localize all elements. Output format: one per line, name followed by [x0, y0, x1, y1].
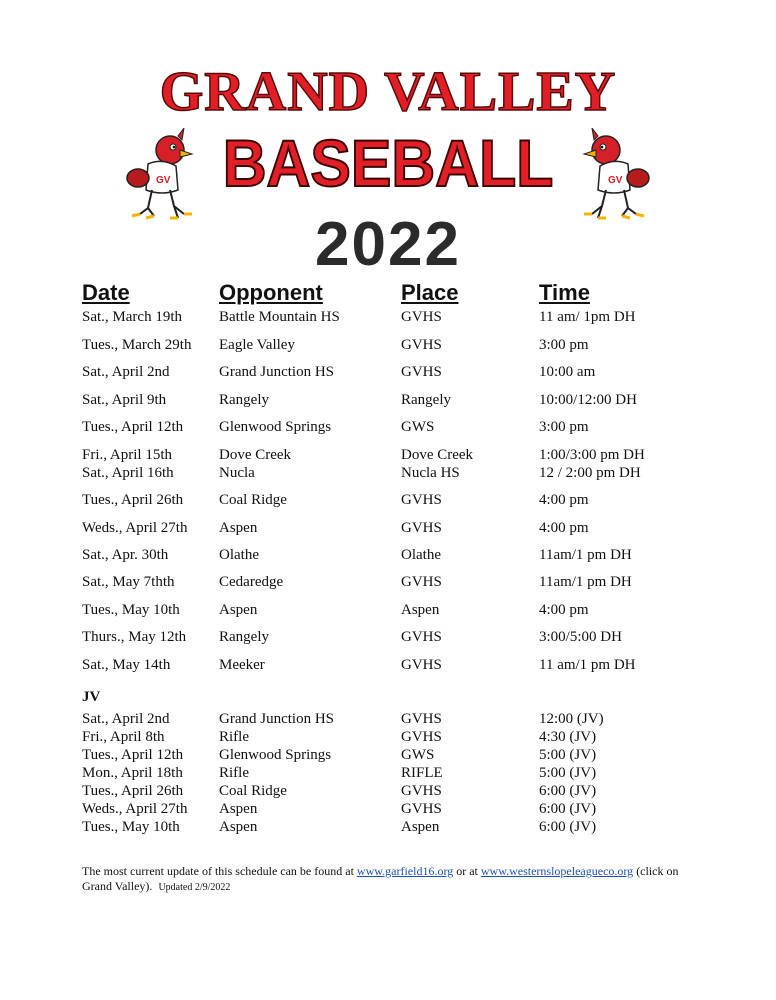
place-cell: GVHS	[401, 337, 442, 353]
date-cell: Tues., May 10th	[82, 819, 180, 835]
place-cell: Olathe	[401, 547, 441, 563]
date-cell: Tues., April 26th	[82, 783, 184, 799]
place-cell: Aspen	[401, 602, 440, 618]
table-row	[0, 491, 776, 511]
opponent-cell: Rifle	[219, 729, 249, 745]
opponent-cell: Grand Junction HS	[219, 711, 334, 727]
opponent-cell: Nucla	[219, 465, 255, 481]
place-cell: GVHS	[401, 364, 442, 380]
date-cell: Tues., May 10th	[82, 602, 180, 618]
time-cell: 6:00 (JV)	[539, 801, 597, 817]
time-cell: 5:00 (JV)	[539, 747, 597, 763]
date-cell: Weds., April 27th	[82, 520, 188, 536]
table-row	[0, 818, 776, 838]
time-cell: 1:00/3:00 pm DH	[539, 447, 645, 463]
updated-date: Updated 2/9/2022	[158, 882, 231, 893]
date-cell: Tues., April 12th	[82, 747, 184, 763]
time-cell: 11 am/ 1pm DH	[539, 309, 636, 325]
date-cell: Sat., March 19th	[82, 309, 182, 325]
opponent-cell: Aspen	[219, 801, 258, 817]
time-cell: 11am/1 pm DH	[539, 574, 632, 590]
table-row	[0, 710, 776, 730]
opponent-cell: Dove Creek	[219, 447, 292, 463]
cardinal-mascot-icon	[118, 128, 198, 220]
table-row	[0, 800, 776, 820]
table-row	[0, 746, 776, 766]
time-cell: 12:00 (JV)	[539, 711, 604, 727]
table-row	[0, 628, 776, 648]
table-row	[0, 601, 776, 621]
date-cell: Sat., April 16th	[82, 465, 174, 481]
header-opponent: Opponent	[219, 280, 323, 305]
opponent-cell: Meeker	[219, 657, 265, 673]
time-cell: 4:00 pm	[539, 492, 589, 508]
opponent-cell: Rangely	[219, 392, 269, 408]
place-cell: GVHS	[401, 574, 442, 590]
cardinal-mascot-icon	[578, 128, 658, 220]
header-time: Time	[539, 280, 590, 305]
time-cell: 6:00 (JV)	[539, 819, 597, 835]
opponent-cell: Coal Ridge	[219, 783, 287, 799]
table-row	[0, 728, 776, 748]
opponent-cell: Grand Junction HS	[219, 364, 334, 380]
western-slope-link[interactable]: www.westernslopeleagueco.org	[480, 864, 634, 878]
opponent-cell: Aspen	[219, 520, 258, 536]
time-cell: 4:00 pm	[539, 602, 589, 618]
footer-note	[82, 864, 702, 895]
place-cell: Aspen	[401, 819, 440, 835]
table-row	[0, 363, 776, 383]
table-row	[0, 308, 776, 328]
date-cell: Tues., April 12th	[82, 419, 184, 435]
opponent-cell: Cedaredge	[219, 574, 284, 590]
place-cell: GWS	[401, 747, 435, 763]
date-cell: Fri., April 8th	[82, 729, 165, 745]
place-cell: GVHS	[401, 629, 442, 645]
opponent-cell: Eagle Valley	[219, 337, 295, 353]
place-cell: GVHS	[401, 520, 442, 536]
time-cell: 4:30 (JV)	[539, 729, 597, 745]
date-cell: Mon., April 18th	[82, 765, 183, 781]
time-cell: 12 / 2:00 pm DH	[539, 465, 641, 481]
time-cell: 3:00 pm	[539, 337, 589, 353]
title-year: 2022	[315, 210, 461, 279]
opponent-cell: Glenwood Springs	[219, 747, 332, 763]
table-row	[0, 764, 776, 784]
table-row	[0, 546, 776, 566]
place-cell: GVHS	[401, 783, 442, 799]
title-baseball: BASEBALL	[222, 126, 554, 200]
opponent-cell: Aspen	[219, 819, 258, 835]
header-place: Place	[401, 280, 459, 305]
opponent-cell: Battle Mountain HS	[219, 309, 340, 325]
footer-text-3: (click on Grand Valley).	[82, 864, 679, 893]
date-cell: Tues., April 26th	[82, 492, 184, 508]
date-cell: Sat., April 2nd	[82, 711, 170, 727]
opponent-cell: Glenwood Springs	[219, 419, 332, 435]
jersey-text: GV	[608, 175, 623, 186]
place-cell: GVHS	[401, 309, 442, 325]
time-cell: 10:00/12:00 DH	[539, 392, 637, 408]
place-cell: Dove Creek	[401, 447, 474, 463]
time-cell: 3:00/5:00 DH	[539, 629, 622, 645]
place-cell: Rangely	[401, 392, 451, 408]
date-cell: Thurs., May 12th	[82, 629, 187, 645]
place-cell: GVHS	[401, 657, 442, 673]
date-cell: Sat., April 9th	[82, 392, 167, 408]
time-cell: 10:00 am	[539, 364, 596, 380]
date-cell: Fri., April 15th	[82, 447, 173, 463]
date-cell: Sat., May 14th	[82, 657, 171, 673]
place-cell: GVHS	[401, 729, 442, 745]
opponent-cell: Rifle	[219, 765, 249, 781]
footer-text-2: or at	[453, 864, 481, 878]
table-row	[0, 464, 776, 484]
opponent-cell: Aspen	[219, 602, 258, 618]
place-cell: GWS	[401, 419, 435, 435]
place-cell: GVHS	[401, 801, 442, 817]
table-row	[0, 391, 776, 411]
time-cell: 11am/1 pm DH	[539, 547, 632, 563]
garfield-link[interactable]: www.garfield16.org	[356, 864, 454, 878]
time-cell: 5:00 (JV)	[539, 765, 597, 781]
table-row	[0, 656, 776, 676]
table-row	[0, 573, 776, 593]
table-row	[0, 336, 776, 356]
time-cell: 3:00 pm	[539, 419, 589, 435]
date-cell: Sat., Apr. 30th	[82, 547, 169, 563]
date-cell: Sat., May 7thth	[82, 574, 175, 590]
footer-text-1: The most current update of this schedule can be found at	[82, 864, 357, 878]
opponent-cell: Coal Ridge	[219, 492, 287, 508]
opponent-cell: Olathe	[219, 547, 259, 563]
table-row	[0, 782, 776, 802]
table-row	[0, 446, 776, 466]
time-cell: 11 am/1 pm DH	[539, 657, 636, 673]
date-cell: Tues., March 29th	[82, 337, 192, 353]
place-cell: GVHS	[401, 492, 442, 508]
place-cell: RIFLE	[401, 765, 443, 781]
jv-label: JV	[82, 689, 101, 705]
date-cell: Sat., April 2nd	[82, 364, 170, 380]
header-date: Date	[82, 280, 130, 305]
opponent-cell: Rangely	[219, 629, 269, 645]
title-grand-valley: GRAND VALLEY	[159, 61, 617, 123]
place-cell: Nucla HS	[401, 465, 460, 481]
date-cell: Weds., April 27th	[82, 801, 188, 817]
place-cell: GVHS	[401, 711, 442, 727]
time-cell: 6:00 (JV)	[539, 783, 597, 799]
table-row	[0, 519, 776, 539]
table-row	[0, 418, 776, 438]
jersey-text: GV	[156, 175, 171, 186]
time-cell: 4:00 pm	[539, 520, 589, 536]
